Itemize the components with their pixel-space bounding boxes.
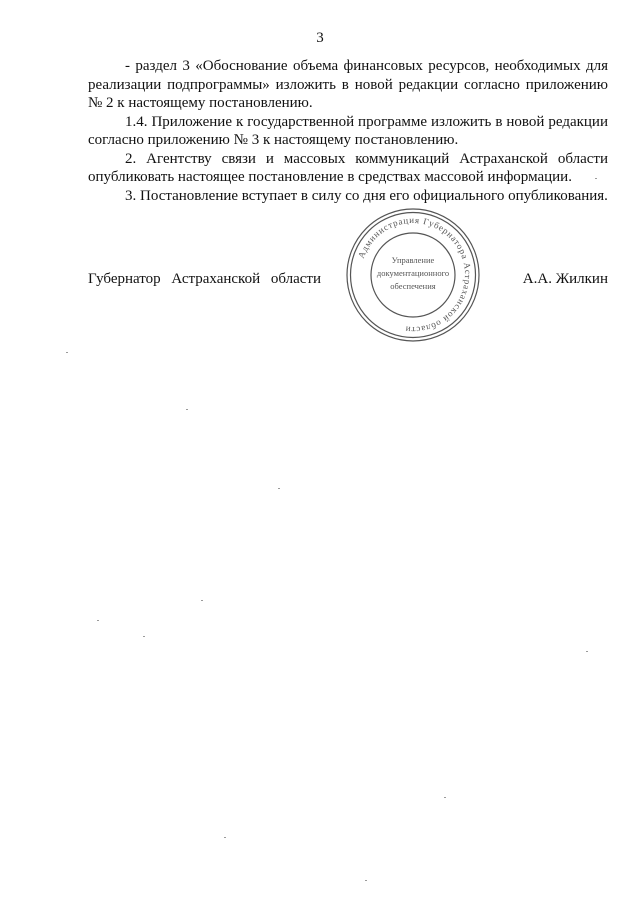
scan-speck	[97, 620, 99, 621]
scan-speck	[278, 488, 280, 489]
scan-speck	[143, 636, 145, 637]
seal-center-line-1: Управление	[391, 255, 435, 265]
scan-speck	[201, 600, 203, 601]
paragraph-2: 2. Агентству связи и массовых коммуникаций Астраханской области опубликовать настоящее постановление в средствах массовой информации.	[88, 150, 608, 185]
signatory-position: Губернатор Астраханской области	[88, 271, 322, 287]
scan-speck	[595, 178, 597, 179]
paragraph-section-3: - раздел 3 «Обоснование объема финансовых ресурсов, необходимых для реализации подпрограммы» изложить в новой редакции согласно приложению № 2 к настоящему постановлению.	[88, 58, 608, 111]
scan-speck	[586, 651, 588, 652]
scan-speck	[186, 409, 188, 410]
signatory-name: А.А. Жилкин	[522, 271, 608, 287]
paragraph-3: 3. Постановление вступает в силу со дня его официального опубликования.	[125, 187, 608, 204]
official-seal	[343, 205, 483, 345]
scan-speck	[66, 352, 68, 353]
seal-ring-text: Администрация Губернатора Астраханской области	[356, 214, 474, 336]
scan-speck	[444, 797, 446, 798]
document-body	[88, 57, 608, 205]
scan-speck	[224, 837, 226, 838]
page-number: 3	[316, 30, 324, 46]
seal-center-line-3: обеспечения	[390, 281, 436, 291]
seal-center-line-2: документационного	[376, 268, 450, 278]
paragraph-1-4: 1.4. Приложение к государственной программе изложить в новой редакции согласно приложению № 3 к настоящему постановлению.	[88, 113, 608, 148]
scan-speck	[365, 880, 367, 881]
